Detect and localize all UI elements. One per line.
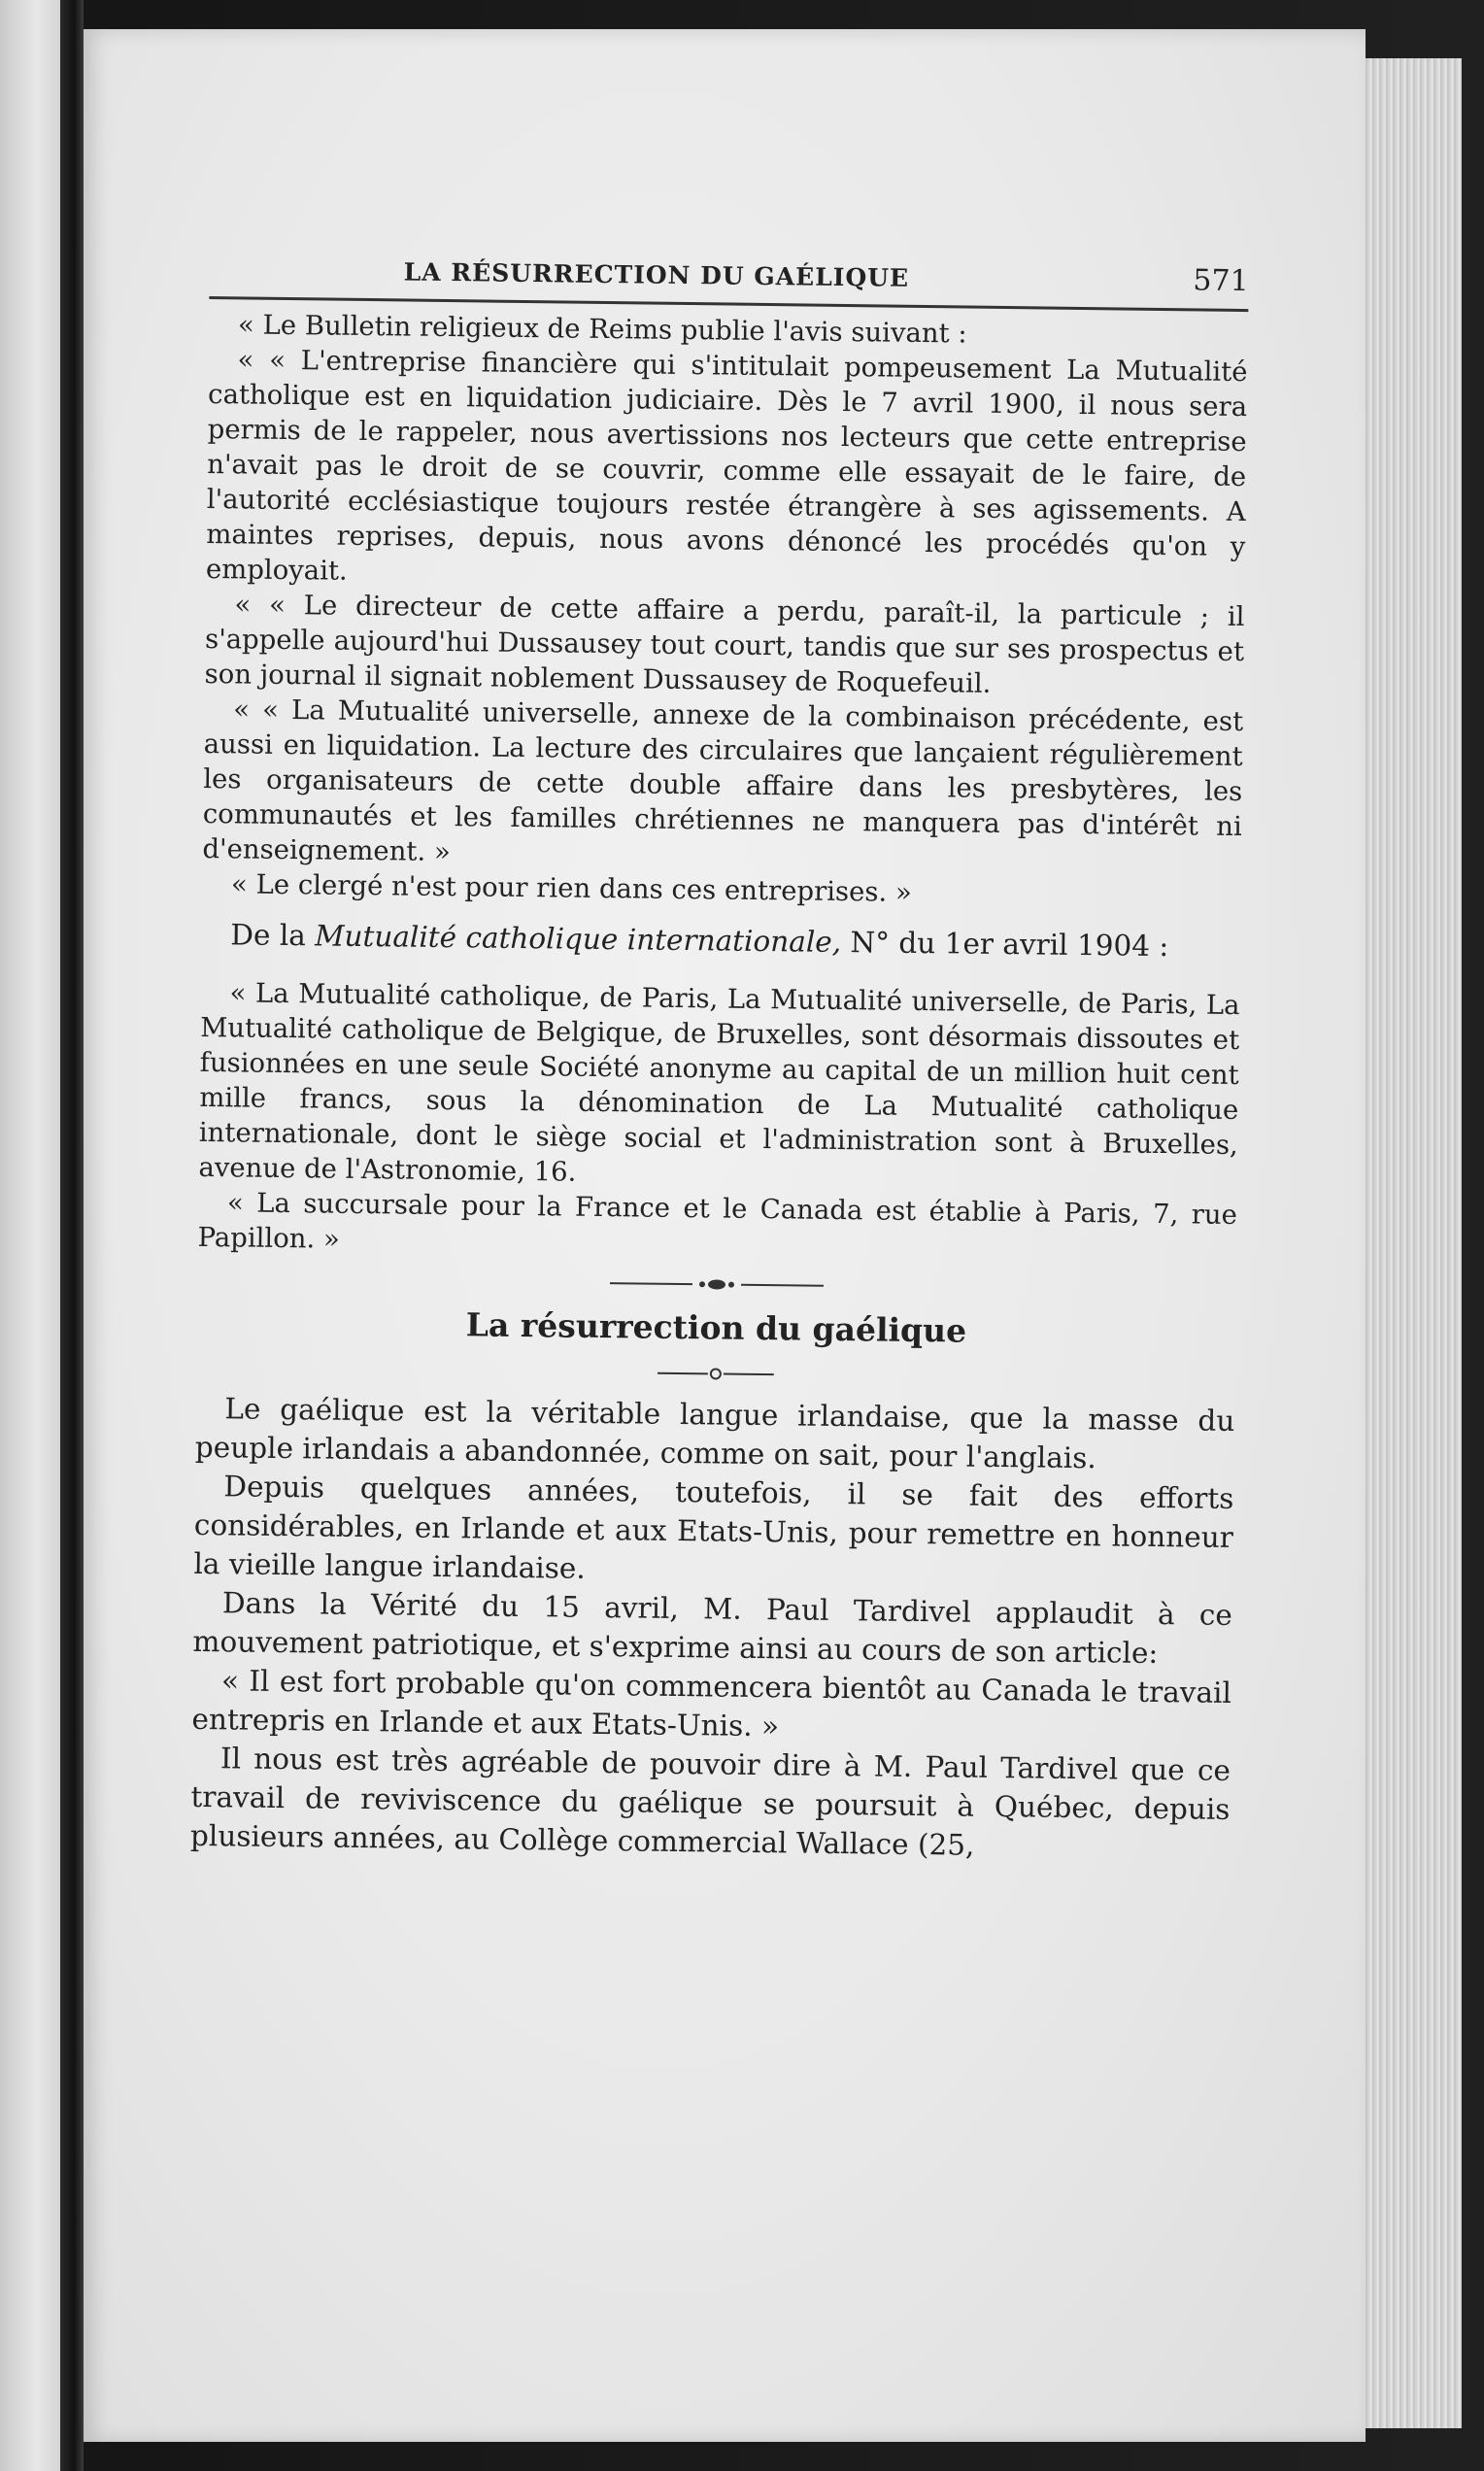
announcement-paragraph: « La Mutualité catholique, de Paris, La Mutualité universelle, de Paris, La Mutualité catholique de Belgique, de Bruxelles, sont désormais dissoutes et fusionnées en une seule Société anonyme au capital de un million huit cent mille francs, sous la dénomination de La Mutualité catholique internationale, dont le siège social et l'administration sont à Bruxelles, avenue de l'Astronomie, 16. [198, 977, 1240, 1188]
section-body [190, 1389, 1235, 1868]
book-page [84, 29, 1366, 2442]
source-prefix: De la [230, 918, 307, 953]
quote-paragraph: « « La Mutualité universelle, annexe de la combinaison précédente, est aussi en liquidation. La lecture des circulaires que lançaient régulièrement les organisateurs de cette double affaire dans les presbytères, les communautés et les familles chrétiennes ne manquera pas d'intérêt ni d'enseignement. » [202, 694, 1244, 868]
body-paragraph: « Il est fort probable qu'on commencera bientôt au Canada le travail entrepris en Irlande et aux Etats-Unis. » [191, 1664, 1232, 1743]
running-title: LA RÉSURRECTION DU GAÉLIQUE [403, 257, 910, 292]
body-paragraph: Il nous est très agréable de pouvoir dire à M. Paul Tardivel que ce travail de reviviscence du gaélique se poursuit à Québec, depuis plusieurs années, au Collège commercial Wallace (25, [189, 1742, 1231, 1862]
section-ornament [197, 1269, 1236, 1301]
quote-paragraph: « Le clergé n'est pour rien dans ces entreprises. » [230, 868, 913, 908]
source-title: Mutualité catholique internationale, [315, 919, 842, 959]
section-heading: La résurrection du gaélique [465, 1305, 967, 1350]
heading-divider [196, 1358, 1235, 1390]
page-text [190, 248, 1249, 1868]
body-paragraph: Le gaélique est la véritable langue irlandaise, que la masse du peuple irlandais a abandonnée, comme on sait, pour l'anglais. [194, 1392, 1235, 1475]
quoted-notice [202, 307, 1248, 914]
running-head [209, 248, 1249, 312]
announcement [197, 975, 1239, 1268]
quote-paragraph: « « L'entreprise financière qui s'intitulait pompeusement La Mutualité catholique est en liquidation judiciaire. Dès le 7 avril 1900, il nous sera permis de le rappeler, nous avertissions nos lecteurs que cette entreprise n'avait pas le droit de se couvrir, comme elle essayait de le faire, de l'autorité ecclésiastique toujours restée étrangère à ses agissements. A maintes reprises, depuis, nous avons dénoncé les procédés qu'on y employait. [205, 344, 1248, 587]
body-paragraph: Depuis quelques années, toutefois, il se fait des efforts considérables, en Irlande et aux Etats-Unis, pour remettre en honneur la vieille langue irlandaise. [193, 1470, 1234, 1585]
page-number: 571 [1193, 263, 1249, 299]
quote-paragraph: « « Le directeur de cette affaire a perdu, paraît-il, la particule ; il s'appelle aujourd'hui Dussausey tout court, tandis que sur ses prospectus et son journal il signait noblement Dussausey de Roquefeuil. [204, 589, 1245, 699]
book-gutter [60, 0, 84, 2471]
source-issue: N° du 1er avril 1904 : [850, 926, 1169, 964]
page-stack-edge [1355, 58, 1462, 2428]
quote-paragraph: « Le Bulletin religieux de Reims publie l'avis suivant : [237, 309, 967, 350]
announcement-paragraph: « La succursale pour la France et le Canada est établie à Paris, 7, rue Papillon. » [197, 1187, 1238, 1255]
body-paragraph: Dans la Vérité du 15 avril, M. Paul Tardivel applaudit à ce mouvement patriotique, et s'exprime ainsi au cours de son article: [192, 1586, 1233, 1671]
left-page-edge [0, 0, 60, 2471]
